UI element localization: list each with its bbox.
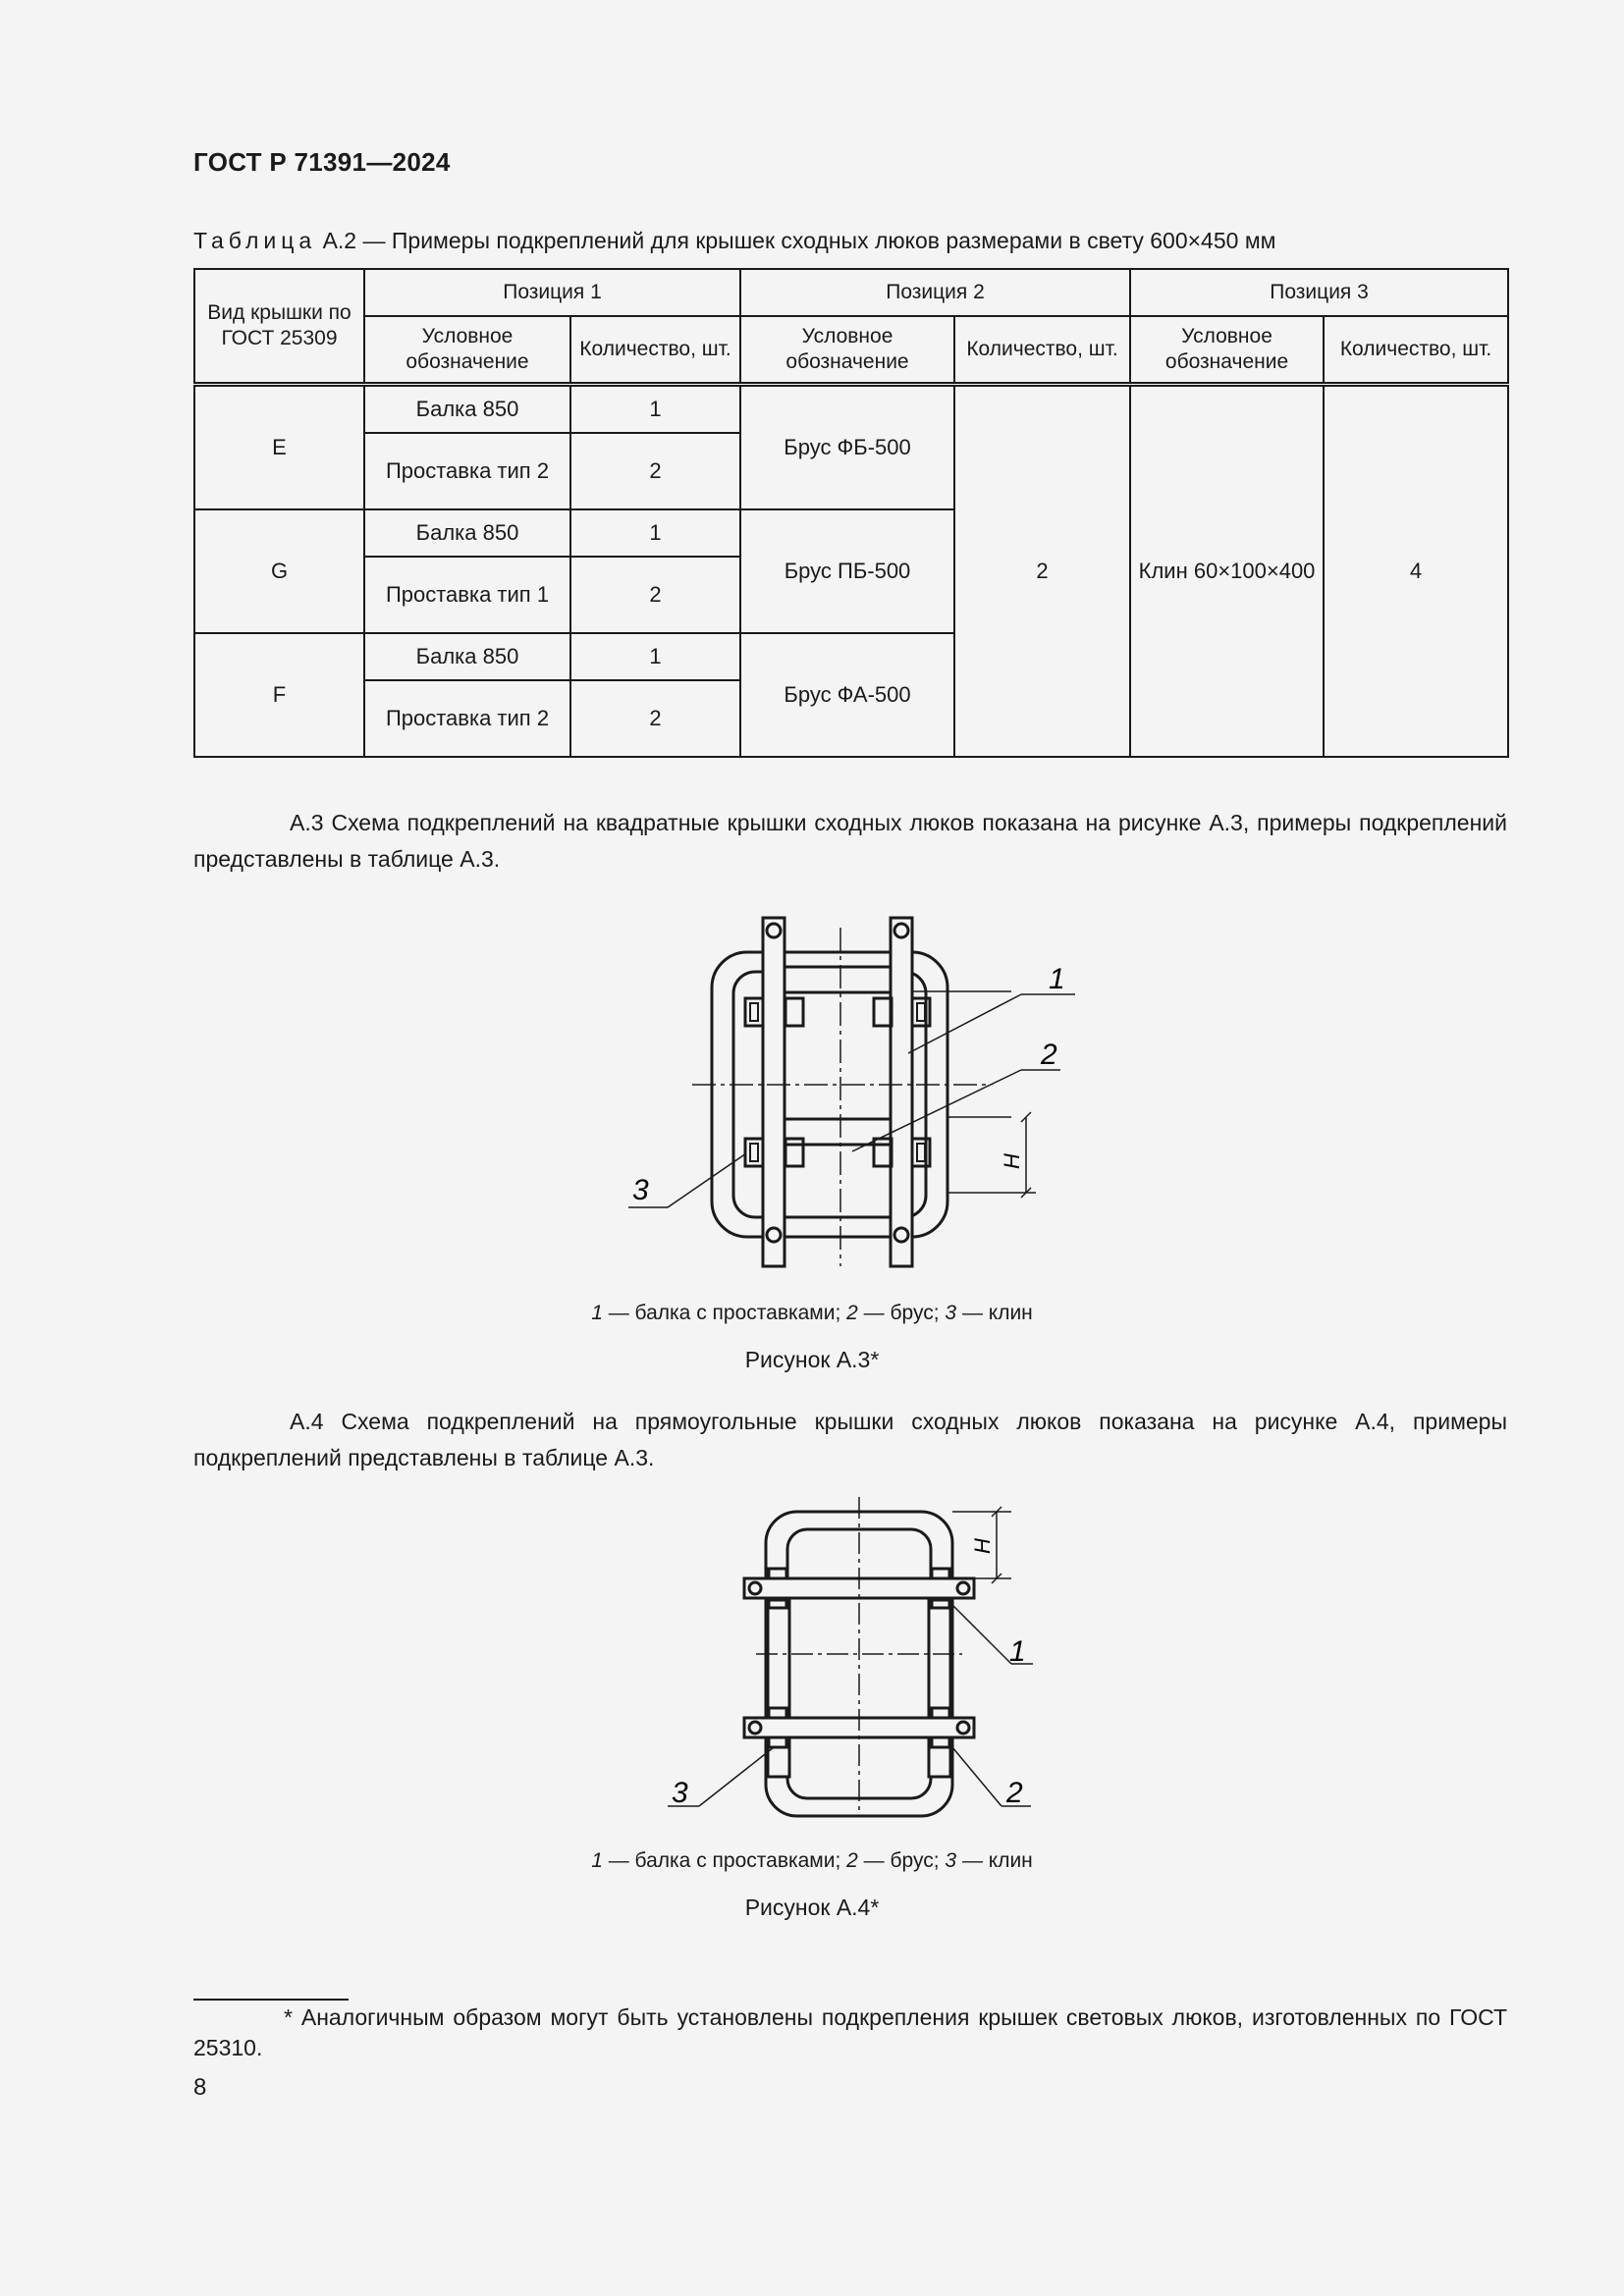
header-quantity: Количество, шт. bbox=[954, 316, 1130, 385]
legend-text: — брус; bbox=[857, 1302, 946, 1324]
cell-spacer-qty: 2 bbox=[570, 680, 740, 757]
legend-num: 2 bbox=[846, 1302, 858, 1324]
legend-num: 2 bbox=[846, 1849, 858, 1872]
footnote-rule bbox=[193, 1999, 349, 2001]
cell-spacer: Проставка тип 1 bbox=[364, 557, 570, 633]
wedge-inner bbox=[917, 1144, 925, 1161]
table-caption-text: А.2 — Примеры подкреплений для крышек сходных люков размерами в свету 600×450 мм bbox=[322, 228, 1276, 253]
page-number: 8 bbox=[193, 2074, 207, 2101]
cell-pos2-qty: 2 bbox=[954, 385, 1130, 758]
figure-a4-title: Рисунок А.4* bbox=[744, 1895, 880, 1920]
paragraph-a3 bbox=[193, 805, 1507, 878]
cell-beam: Балка 850 bbox=[364, 509, 570, 557]
figure-a3-label-3: 3 bbox=[632, 1174, 649, 1206]
wedge bbox=[769, 1569, 786, 1578]
cell-cover-type: G bbox=[194, 509, 364, 633]
wedge bbox=[932, 1569, 949, 1578]
cell-bar: Брус ПБ-500 bbox=[740, 509, 954, 633]
figure-a4-dimension-h: H bbox=[970, 1538, 995, 1554]
header-quantity: Количество, шт. bbox=[1324, 316, 1508, 385]
figure-a3-drawing bbox=[609, 898, 1100, 1271]
figure-a3-dimension-h: H bbox=[1000, 1153, 1024, 1169]
cell-bar: Брус ФА-500 bbox=[740, 633, 954, 757]
paragraph-a4-text: А.4 Схема подкреплений на прямоугольные крышки сходных люков показана на рисунке А.4, примеры подкреплений представлены в таблице А.3. bbox=[193, 1409, 1507, 1470]
cell-spacer: Проставка тип 2 bbox=[364, 433, 570, 509]
cell-cover-type: E bbox=[194, 385, 364, 510]
cell-pos3-qty: 4 bbox=[1324, 385, 1508, 758]
figure-a3-label-2: 2 bbox=[1041, 1039, 1057, 1071]
cell-beam-qty: 1 bbox=[570, 633, 740, 680]
header-position-1: Позиция 1 bbox=[364, 269, 740, 316]
hatch-frame-outer bbox=[766, 1512, 952, 1816]
legend-num: 3 bbox=[945, 1849, 957, 1872]
figure-a4-legend bbox=[0, 1849, 1624, 1873]
figure-a3-label-1: 1 bbox=[1049, 963, 1065, 995]
header-designation: Условное обозначение bbox=[740, 316, 954, 385]
legend-text: — клин bbox=[956, 1849, 1033, 1872]
legend-num: 1 bbox=[591, 1302, 603, 1324]
cell-cover-type: F bbox=[194, 633, 364, 757]
header-designation: Условное обозначение bbox=[364, 316, 570, 385]
table-caption-label: Таблица bbox=[193, 228, 317, 253]
header-quantity: Количество, шт. bbox=[570, 316, 740, 385]
legend-num: 3 bbox=[945, 1302, 957, 1324]
figure-a4-label-3: 3 bbox=[672, 1777, 688, 1809]
header-cover-type: Вид крышки по ГОСТ 25309 bbox=[194, 269, 364, 385]
reinforcement-table bbox=[193, 268, 1509, 758]
cell-beam: Балка 850 bbox=[364, 385, 570, 434]
leaders bbox=[628, 991, 1075, 1207]
cell-pos3-designation: Клин 60×100×400 bbox=[1130, 385, 1324, 758]
legend-num: 1 bbox=[591, 1849, 603, 1872]
figure-a4-label-2: 2 bbox=[1006, 1777, 1023, 1809]
header-designation: Условное обозначение bbox=[1130, 316, 1324, 385]
legend-text: — балка с проставками; bbox=[602, 1302, 847, 1324]
figure-a4-label-1: 1 bbox=[1009, 1635, 1026, 1668]
wedge-inner bbox=[750, 1144, 758, 1161]
figure-a3-title: Рисунок А.3* bbox=[744, 1347, 880, 1372]
cell-beam: Балка 850 bbox=[364, 633, 570, 680]
header-position-3: Позиция 3 bbox=[1130, 269, 1508, 316]
cell-beam-qty: 1 bbox=[570, 509, 740, 557]
beam-left bbox=[763, 918, 785, 1266]
header-position-2: Позиция 2 bbox=[740, 269, 1130, 316]
wedge bbox=[874, 998, 892, 1026]
table-caption bbox=[193, 228, 1275, 254]
cell-spacer-qty: 2 bbox=[570, 433, 740, 509]
document-code: ГОСТ Р 71391—2024 bbox=[193, 147, 451, 177]
legend-text: — брус; bbox=[857, 1849, 946, 1872]
wedge-inner bbox=[750, 1003, 758, 1021]
figure-a3-legend bbox=[0, 1302, 1624, 1325]
legend-text: — балка с проставками; bbox=[602, 1849, 847, 1872]
figure-a4-drawing bbox=[658, 1497, 1070, 1831]
paragraph-a3-text: А.3 Схема подкреплений на квадратные крышки сходных люков показана на рисунке А.3, примеры подкреплений представлены в таблице А.3. bbox=[193, 810, 1507, 872]
wedge-inner bbox=[917, 1003, 925, 1021]
bar-right bbox=[929, 1600, 950, 1777]
beam-right bbox=[891, 918, 912, 1266]
cell-spacer: Проставка тип 2 bbox=[364, 680, 570, 757]
footnote: * Аналогичным образом могут быть установлены подкрепления крышек световых люков, изготовленных по ГОСТ 25310. bbox=[193, 2004, 1507, 2060]
wedge bbox=[785, 998, 803, 1026]
paragraph-a4 bbox=[193, 1404, 1507, 1476]
legend-text: — клин bbox=[956, 1302, 1033, 1324]
cell-spacer-qty: 2 bbox=[570, 557, 740, 633]
cell-bar: Брус ФБ-500 bbox=[740, 385, 954, 510]
cell-beam-qty: 1 bbox=[570, 385, 740, 434]
